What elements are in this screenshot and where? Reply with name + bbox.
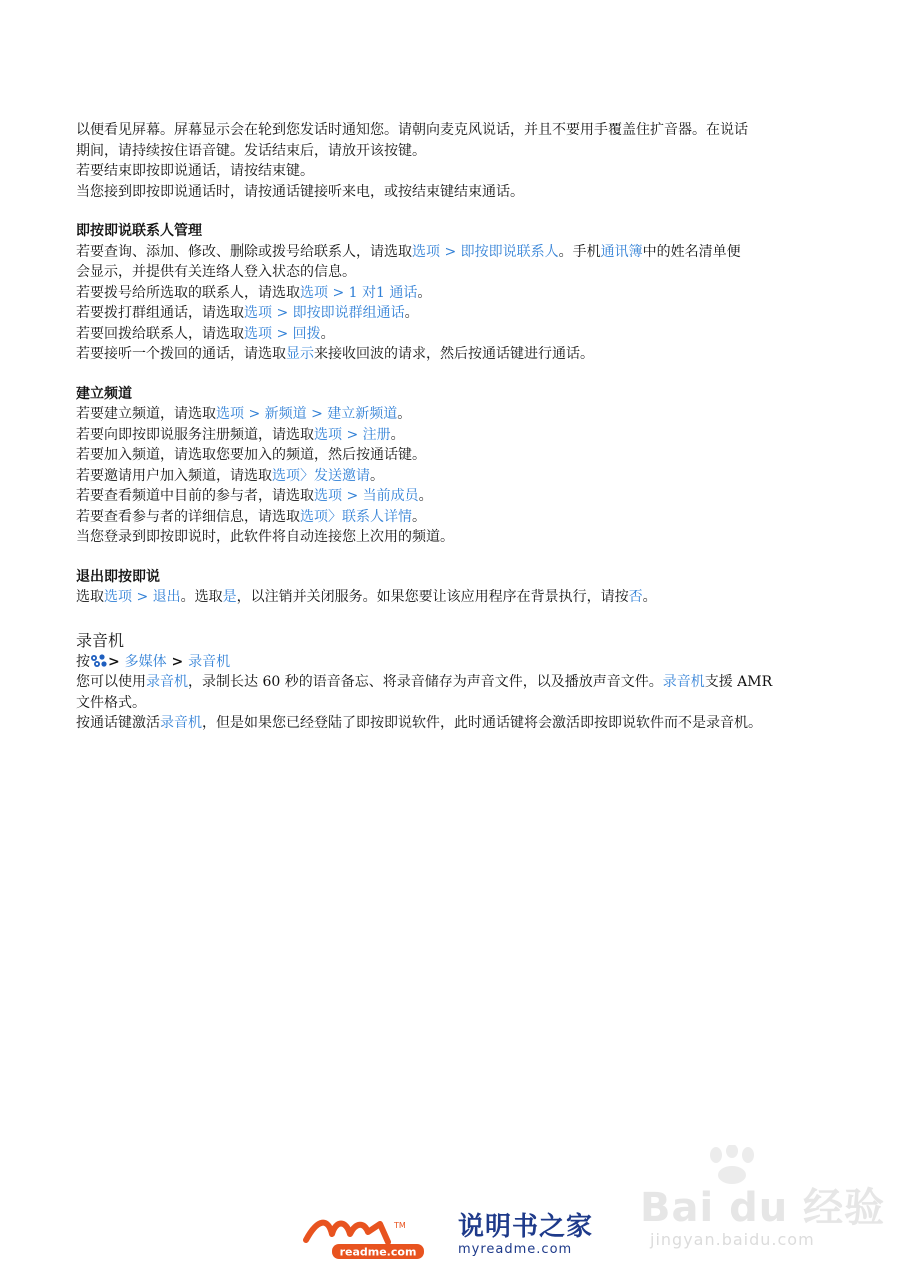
option-no[interactable]: 否 [628,589,643,605]
watermark-brand: Bai du 经验 [640,1185,886,1231]
text-line [76,324,856,345]
menu-link-options[interactable]: 选项 [300,284,328,301]
text-line [76,713,856,734]
text-span: 支援 AMR [704,674,773,690]
menu-link-multimedia[interactable]: 多媒体 [124,653,167,670]
text-span: 。 [412,508,426,525]
text-span: 。手机 [558,243,601,260]
link-recorder[interactable]: 录音机 [160,715,202,731]
menu-link-send-invite[interactable]: 发送邀请 [314,467,370,484]
text-span: 若要向即按即说服务注册频道，请选取 [76,426,314,443]
text-span: 若要邀请用户加入频道，请选取 [76,467,272,484]
menu-link-options[interactable]: 选项 [272,467,300,484]
text-span: 来接收回波的请求，然后按通话键进行通话。 [314,346,594,362]
menu-separator: 〉 [328,508,342,525]
menu-separator: > [132,589,153,605]
menu-link-options[interactable]: 选项 [244,325,272,342]
menu-separator: > [440,243,461,260]
text-span: 若要接听一个拨回的通话，请选取 [76,346,286,362]
text-line: 当您接到即按即说通话时，请按通话键接听来电，或按结束键结束通话。 [76,183,524,200]
menu-separator: > [272,305,293,321]
text-span: 。 [417,284,432,301]
text-line [76,283,856,304]
text-span: 若要拨打群组通话，请选取 [76,305,244,321]
option-yes[interactable]: 是 [222,589,237,605]
menu-link-options[interactable]: 选项 [216,406,244,422]
text-span: 。选取 [180,589,223,605]
text-span: 若要查看频道中目前的参与者，请选取 [76,488,314,504]
menu-link-one-to-one-call[interactable]: 1 对1 通话 [348,284,418,301]
shuomingshu-logo [458,1212,593,1258]
text-span: 。 [404,305,419,321]
text-line: 会显示，并提供有关连络人登入状态的信息。 [76,264,356,280]
menu-link-current-members[interactable]: 当前成员 [362,488,419,504]
menu-link-show[interactable]: 显示 [286,346,314,362]
menu-link-create-channel[interactable]: 建立新频道 [327,406,398,422]
text-span: 。 [320,325,335,342]
text-line [76,466,856,487]
section-heading-contacts: 即按即说联系人管理 [76,223,202,239]
logo-title: 说明书之家 [458,1212,594,1242]
text-span: 。 [642,589,657,605]
text-line: 若要结束即按即说通话，请按结束键。 [76,163,314,179]
menu-separator: > [342,488,363,504]
link-phonebook[interactable]: 通讯簿 [600,243,643,260]
logo-tm: TM [394,1221,406,1230]
text-span: 中的姓名清单便 [642,243,741,260]
section-heading-recorder: 录音机 [76,630,125,650]
text-span: 您可以使用 [76,674,146,690]
text-line: 期间，请持续按住语音键。发话结束后，请放开该按键。 [76,142,426,159]
text-line [76,425,856,446]
text-span: 选取 [76,589,104,605]
link-recorder[interactable]: 录音机 [146,674,188,690]
text-line [76,587,856,608]
text-line [76,486,856,507]
text-span: ，以注销并关闭服务。如果您要让该应用程序在背景执行，请按 [236,589,629,605]
text-span: ，录制长达 60 秒的语音备忘、将录音储存为声音文件，以及播放声音文件。 [188,674,663,690]
menu-separator: 〉 [300,467,314,484]
text-line: 若要加入频道，请选取您要加入的频道，然后按通话键。 [76,447,426,463]
menu-link-contact-details[interactable]: 联系人详情 [342,508,412,525]
text-line: 当您登录到即按即说时，此软件将自动连接您上次用的频道。 [76,529,454,545]
menu-separator: > [166,653,189,670]
text-line [76,303,856,324]
text-span: 按通话键激活 [76,715,160,731]
menu-link-options[interactable]: 选项 [412,243,440,260]
watermark-url: jingyan.baidu.com [650,1230,815,1249]
menu-link-register[interactable]: 注册 [362,426,391,443]
document-body [76,120,856,734]
menu-link-group-call[interactable]: 即按即说群组通话 [292,305,405,321]
menu-separator: > [306,406,328,422]
logo-sub: readme.com [339,1245,417,1259]
text-span: 。 [397,406,412,422]
text-span: ，但是如果您已经登陆了即按即说软件，此时通话键将会激活即按即说软件而不是录音机。 [202,715,762,731]
text-line: 文件格式。 [76,694,146,711]
text-span: 。 [370,467,384,484]
text-line [76,404,856,425]
menu-key-icon [90,654,108,668]
menu-separator: > [108,653,125,670]
text-line [76,672,856,693]
menu-separator: > [244,406,265,422]
text-span: 若要拨号给所选取的联系人，请选取 [76,284,300,301]
text-span: 。 [418,488,433,504]
menu-link-new-channel[interactable]: 新频道 [264,406,307,422]
menu-link-ptt-contacts[interactable]: 即按即说联系人 [460,243,559,260]
text-span: 若要查询、添加、修改、删除或拨号给联系人，请选取 [76,243,412,260]
text-span: 若要查看参与者的详细信息，请选取 [76,508,300,525]
link-recorder[interactable]: 录音机 [662,674,705,690]
text-span: 。 [390,426,405,443]
text-span: 若要建立频道，请选取 [76,406,216,422]
menu-link-options[interactable]: 选项 [104,589,132,605]
menu-separator: > [272,325,293,342]
menu-link-options[interactable]: 选项 [300,508,328,525]
menu-separator: > [342,426,363,443]
myreadme-logo [298,1212,438,1262]
section-heading-channels: 建立频道 [76,385,132,402]
menu-link-options[interactable]: 选项 [244,305,272,321]
menu-link-recorder[interactable]: 录音机 [188,653,231,670]
nav-path [76,652,856,673]
text-line [76,507,856,528]
menu-link-exit[interactable]: 退出 [152,589,181,605]
text-span: 按 [76,653,90,670]
menu-link-options[interactable]: 选项 [314,426,342,443]
text-line [76,242,856,263]
section-heading-exit: 退出即按即说 [76,568,160,585]
menu-separator: > [328,284,349,301]
menu-link-options[interactable]: 选项 [314,488,342,504]
logo-url: myreadme.com [458,1242,573,1257]
menu-link-callback[interactable]: 回拨 [292,325,321,342]
text-line [76,344,856,365]
text-span: 若要回拨给联系人，请选取 [76,325,244,342]
text-line: 以便看见屏幕。屏幕显示会在轮到您发话时通知您。请朝向麦克风说话，并且不要用手覆盖住扩音器。在说话 [76,122,748,138]
